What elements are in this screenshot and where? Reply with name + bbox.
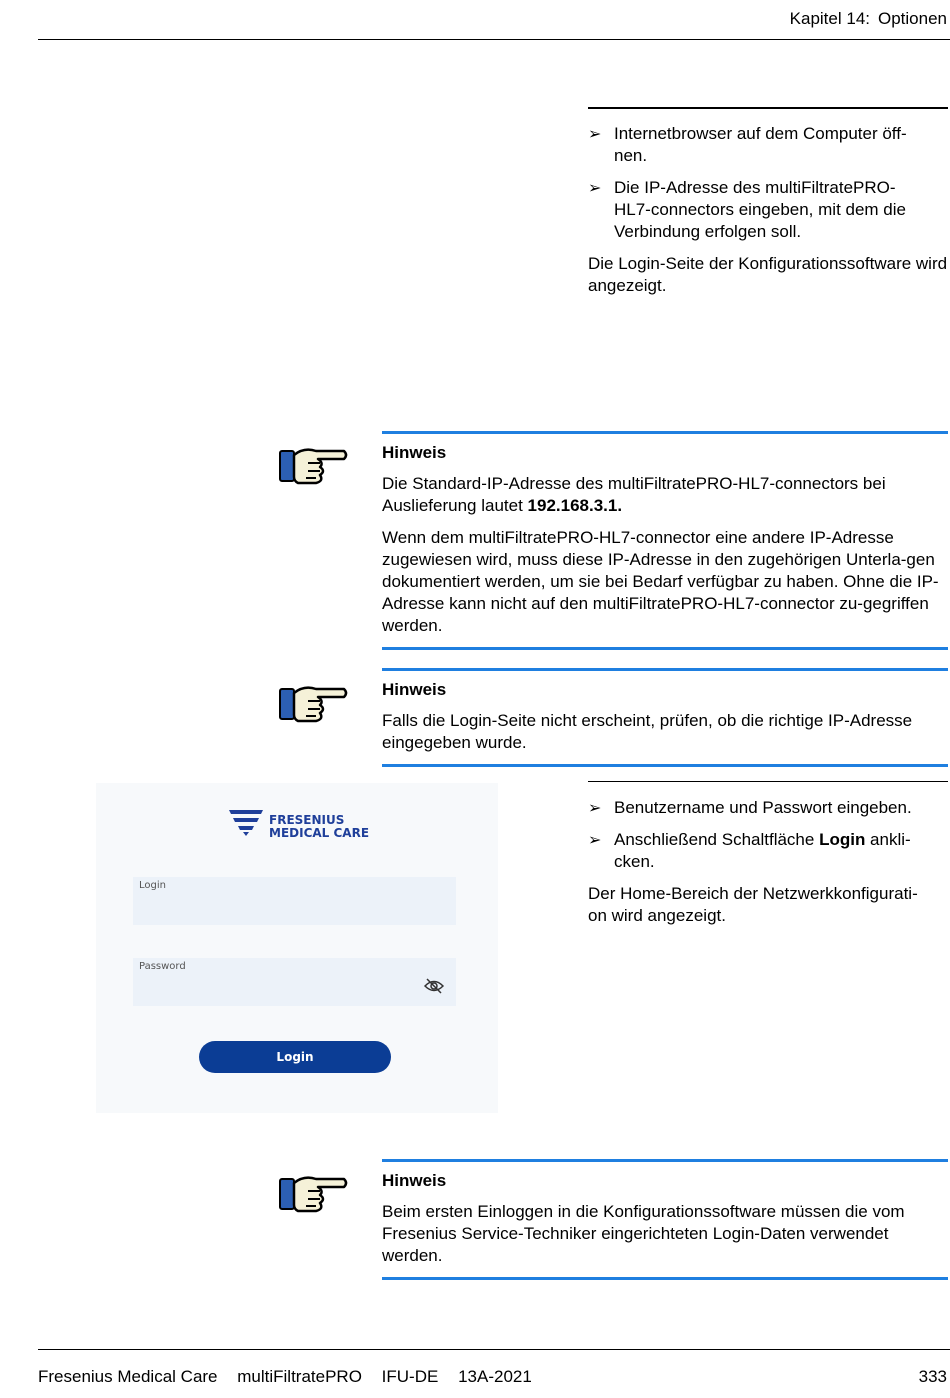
note-title: Hinweis [382,443,447,462]
step-text: Benutzername und Passwort eingeben. [614,798,912,817]
footer-product: multiFiltratePRO [237,1367,362,1386]
note-title: Hinweis [382,1171,447,1190]
note-bar-top [382,431,948,434]
pointing-hand-icon [278,681,350,729]
login-page-screenshot [96,783,498,1113]
fresenius-logo-icon [228,809,264,837]
note-box-1 [382,431,948,650]
login-button[interactable]: Login [199,1041,391,1073]
step-text-suffix: ankli- cken. [614,830,911,871]
footer-company: Fresenius Medical Care [38,1367,218,1386]
step-item [588,797,948,819]
footer-version: 13A-2021 [458,1367,532,1386]
chapter-number: Kapitel 14: [789,9,870,28]
step-text: Die IP-Adresse des multiFiltratePRO- HL7-connectors eingeben, mit dem die Verbindung erfolgen soll. [614,178,906,241]
note-text [382,473,948,517]
step-text: Internetbrowser auf dem Computer öff- nen. [614,124,907,165]
footer-rule [38,1349,950,1350]
note-text: Wenn dem multiFiltratePRO-HL7-connector eine andere IP-Adresse zugewiesen wird, muss diese IP-Adresse in den zugehörigen Unterla-gen dokumentiert werden, um sie bei Bedarf verfügbar zu haben. Ohne die IP-Adresse kann nicht auf den multiFiltratePRO-HL7-connector zu-gegriffen werden. [382,528,939,635]
note-text: Beim ersten Einloggen in die Konfigurationssoftware müssen die vom Fresenius Service-Techniker eingerichteten Login-Daten verwendet werden. [382,1202,905,1265]
login-field-label: Login [139,880,166,891]
note-bar-bottom [382,1277,948,1280]
arrow-bullet-icon: ➢ [588,178,602,197]
result-text: Der Home-Bereich der Netzwerkkonfigurati- on wird angezeigt. [588,884,918,925]
chapter-header [790,9,947,29]
footer-doc: IFU-DE [381,1367,439,1386]
fresenius-logo-text [269,814,369,840]
arrow-bullet-icon: ➢ [588,124,602,143]
login-field[interactable] [133,877,456,925]
login-button-reference: Login [819,830,866,849]
note-text: Falls die Login-Seite nicht erscheint, prüfen, ob die richtige IP-Adresse eingegeben wurde. [382,711,913,752]
eye-off-icon[interactable] [424,978,444,994]
note-bar-bottom [382,647,948,650]
note-text-prefix: Die Standard-IP-Adresse des multiFiltratePRO-HL7-connectors bei Auslieferung lautet [382,474,886,515]
step-item [588,123,948,167]
logo-line-2: MEDICAL CARE [269,826,370,840]
note-box-2 [382,668,948,767]
pointing-hand-icon [278,1171,350,1219]
pointing-hand-icon [278,443,350,491]
note-bar-top [382,1159,948,1162]
note-title: Hinweis [382,680,447,699]
footer [38,1367,547,1387]
header-rule [38,39,950,40]
password-field[interactable] [133,958,456,1006]
password-field-label: Password [139,961,186,972]
step-text [614,830,911,871]
arrow-bullet-icon: ➢ [588,798,602,817]
default-ip-address: 192.168.3.1. [527,496,623,515]
page-number: 333 [918,1367,947,1386]
note-box-3 [382,1159,948,1280]
step-item [588,829,948,873]
instruction-block-2 [588,781,948,937]
arrow-bullet-icon: ➢ [588,830,602,849]
step-text-prefix: Anschließend Schaltfläche [614,830,820,849]
logo-line-1: FRESENIUS [269,813,345,827]
chapter-title: Optionen [878,9,947,28]
note-bar-bottom [382,764,948,767]
step-item [588,177,948,243]
note-bar-top [382,668,948,671]
result-text: Die Login-Seite der Konfigurationssoftware wird angezeigt. [588,254,948,295]
instruction-block-1 [588,107,948,307]
